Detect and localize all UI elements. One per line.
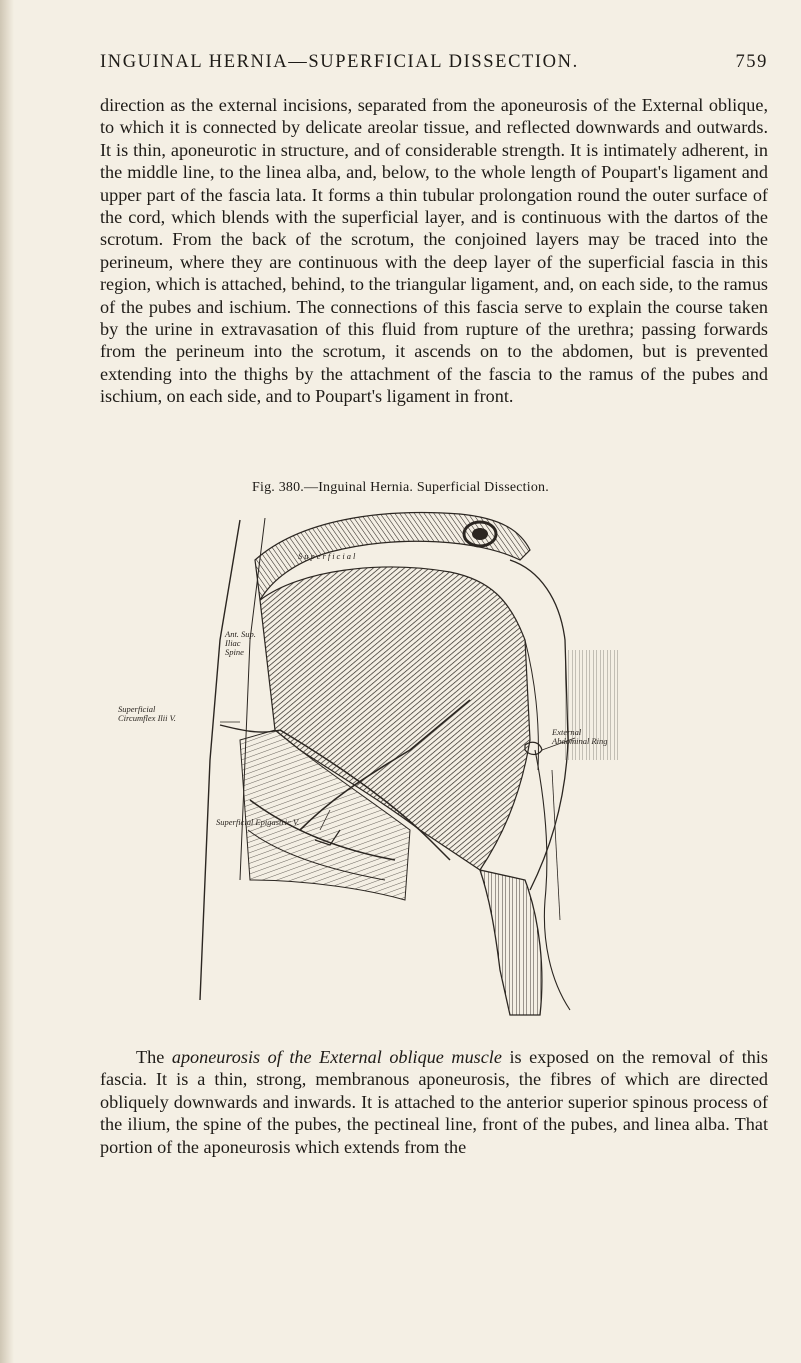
body-paragraph-1: direction as the external incisions, separated from the aponeurosis of the External oblique, to which it is connected by delicate areolar tissue, and reflected downwards and outwards. It is thin, aponeurotic in structure, and of considerable strength. It is intimately adherent, in the middle line, to the linea alba, and, below, to the whole length of Poupart's ligament and upper part of the fascia lata. It forms a thin tubular prolongation round the outer surface of the cord, which blends with the superficial layer, and is continuous with the dartos of the scrotum. From the back of the scrotum, the conjoined layers may be traced into the perineum, where they are continuous with the deep layer of the superficial fascia in this region, which is attached, behind, to the triangular ligament, and, on each side, to the ramus of the pubes and ischium. The connections of this fascia serve to explain the course taken by the urine in extravasation of this fluid from rupture of the urethra; passing forwards from the perineum into the scrotum, it ascends on to the abdomen, but is prevented extending into the thighs by the attachment of the fascia to the ramus of the pubes and ischium, on each side, and to Poupart's ligament in front.	[100, 95, 768, 407]
label-superficial-epigastric-v: Superficial Epigastric V.	[216, 817, 300, 827]
paragraph-2-italic-term: aponeurosis of the External oblique muscle	[171, 1047, 502, 1067]
running-head	[100, 52, 768, 78]
spermatic-cord	[480, 870, 542, 1015]
superficial-circumflex-iliac-vein	[220, 725, 280, 732]
figure-engraving	[180, 500, 650, 1020]
paragraph-2-lead: The	[136, 1047, 172, 1067]
body-outline	[200, 520, 240, 1000]
binding-shadow	[0, 0, 14, 1363]
anatomical-figure	[118, 500, 650, 1020]
label-superficial: Superficial	[298, 551, 358, 561]
paragraph-2-body: is exposed on the removal of this fascia. It is a thin, strong, membranous aponeurosis, the fibres of which are directed obliquely downwards and inwards. It is attached to the anterior superior spinous process of the ilium, the spine of the pubes, the pectineal line, front of the pubes, and linea alba. That portion of the aponeurosis which extends from the	[100, 1047, 769, 1157]
label-superficial-circumflex-ilii-v: Superficial Circumflex Ilii V.	[118, 704, 176, 723]
label-external-abdominal-ring: External Abdominal Ring	[552, 727, 608, 746]
label-ant-sup-iliac-spine: Ant. Sup. Iliac Spine	[225, 629, 256, 657]
body-paragraph-2	[100, 1046, 768, 1158]
page-number: 759	[735, 52, 768, 72]
figure-caption: Fig. 380.—Inguinal Hernia. Superficial Dissection.	[252, 480, 549, 495]
running-head-title: INGUINAL HERNIA—SUPERFICIAL DISSECTION.	[100, 52, 579, 72]
